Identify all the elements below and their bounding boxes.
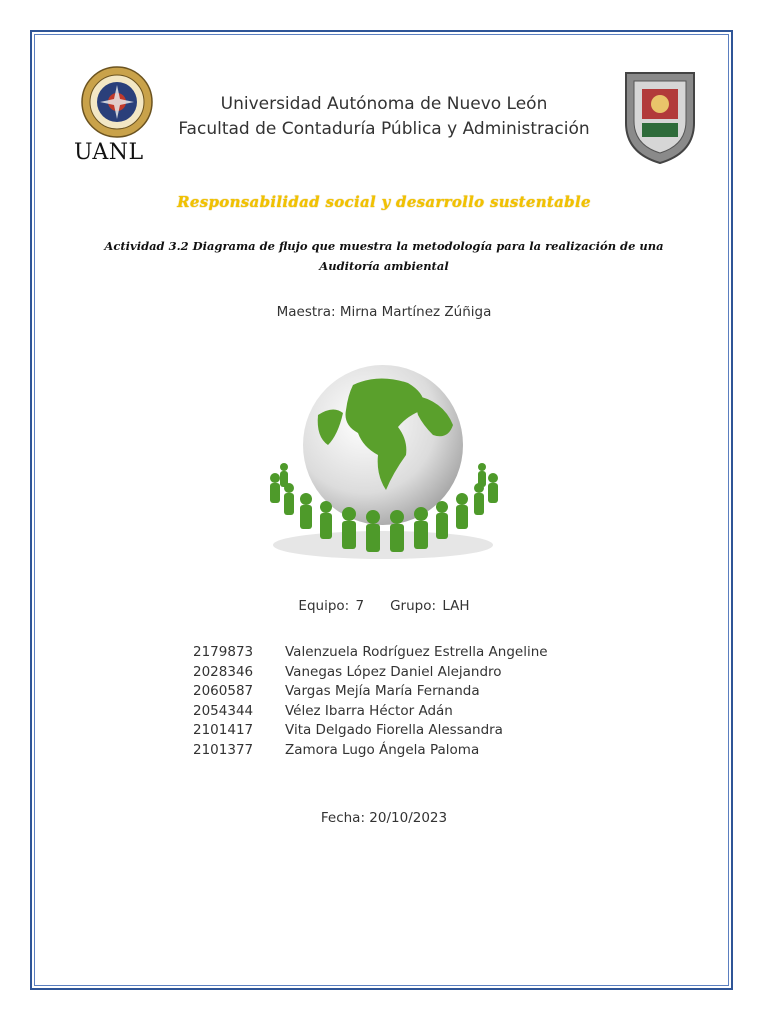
student-id: 2179873 — [193, 644, 254, 660]
group-name: Grupo: LAH — [390, 598, 470, 614]
teacher-name: Maestra: Mirna Martínez Zúñiga — [276, 304, 492, 320]
list-item — [193, 682, 548, 702]
list-item — [193, 663, 548, 683]
list-item — [193, 721, 548, 741]
student-name: Vargas Mejía María Fernanda — [285, 683, 480, 699]
list-item — [193, 643, 548, 663]
student-name: Vanegas López Daniel Alejandro — [285, 663, 502, 680]
list-item — [193, 702, 548, 722]
student-name: Vélez Ibarra Héctor Adán — [285, 702, 453, 719]
faculty-shield-logo — [620, 65, 700, 165]
student-id: 2101377 — [193, 741, 254, 758]
student-id: 2101417 — [193, 722, 254, 738]
student-name: Valenzuela Rodríguez Estrella Angeline — [285, 644, 548, 660]
student-id: 2028346 — [193, 663, 254, 680]
student-id: 2054344 — [193, 702, 254, 719]
student-name: Zamora Lugo Ángela Paloma — [285, 741, 480, 758]
student-id: 2060587 — [193, 683, 254, 699]
globe-people-illustration — [258, 355, 508, 565]
team-number: Equipo: 7 — [298, 598, 365, 614]
uanl-logo-text: UANL — [74, 140, 144, 165]
student-name: Vita Delgado Fiorella Alessandra — [285, 722, 503, 738]
faculty-name: Facultad de Contaduría Pública y Administración — [178, 119, 590, 139]
submission-date: Fecha: 20/10/2023 — [320, 810, 448, 826]
student-list — [193, 643, 548, 760]
university-name: Universidad Autónoma de Nuevo León — [220, 94, 548, 114]
course-title: Responsabilidad social y desarrollo sustentable — [177, 193, 591, 211]
activity-title: Actividad 3.2 Diagrama de flujo que muestra la metodología para la realización de una Auditoría ambiental — [104, 239, 664, 273]
team-info — [0, 598, 768, 614]
list-item — [193, 741, 548, 761]
